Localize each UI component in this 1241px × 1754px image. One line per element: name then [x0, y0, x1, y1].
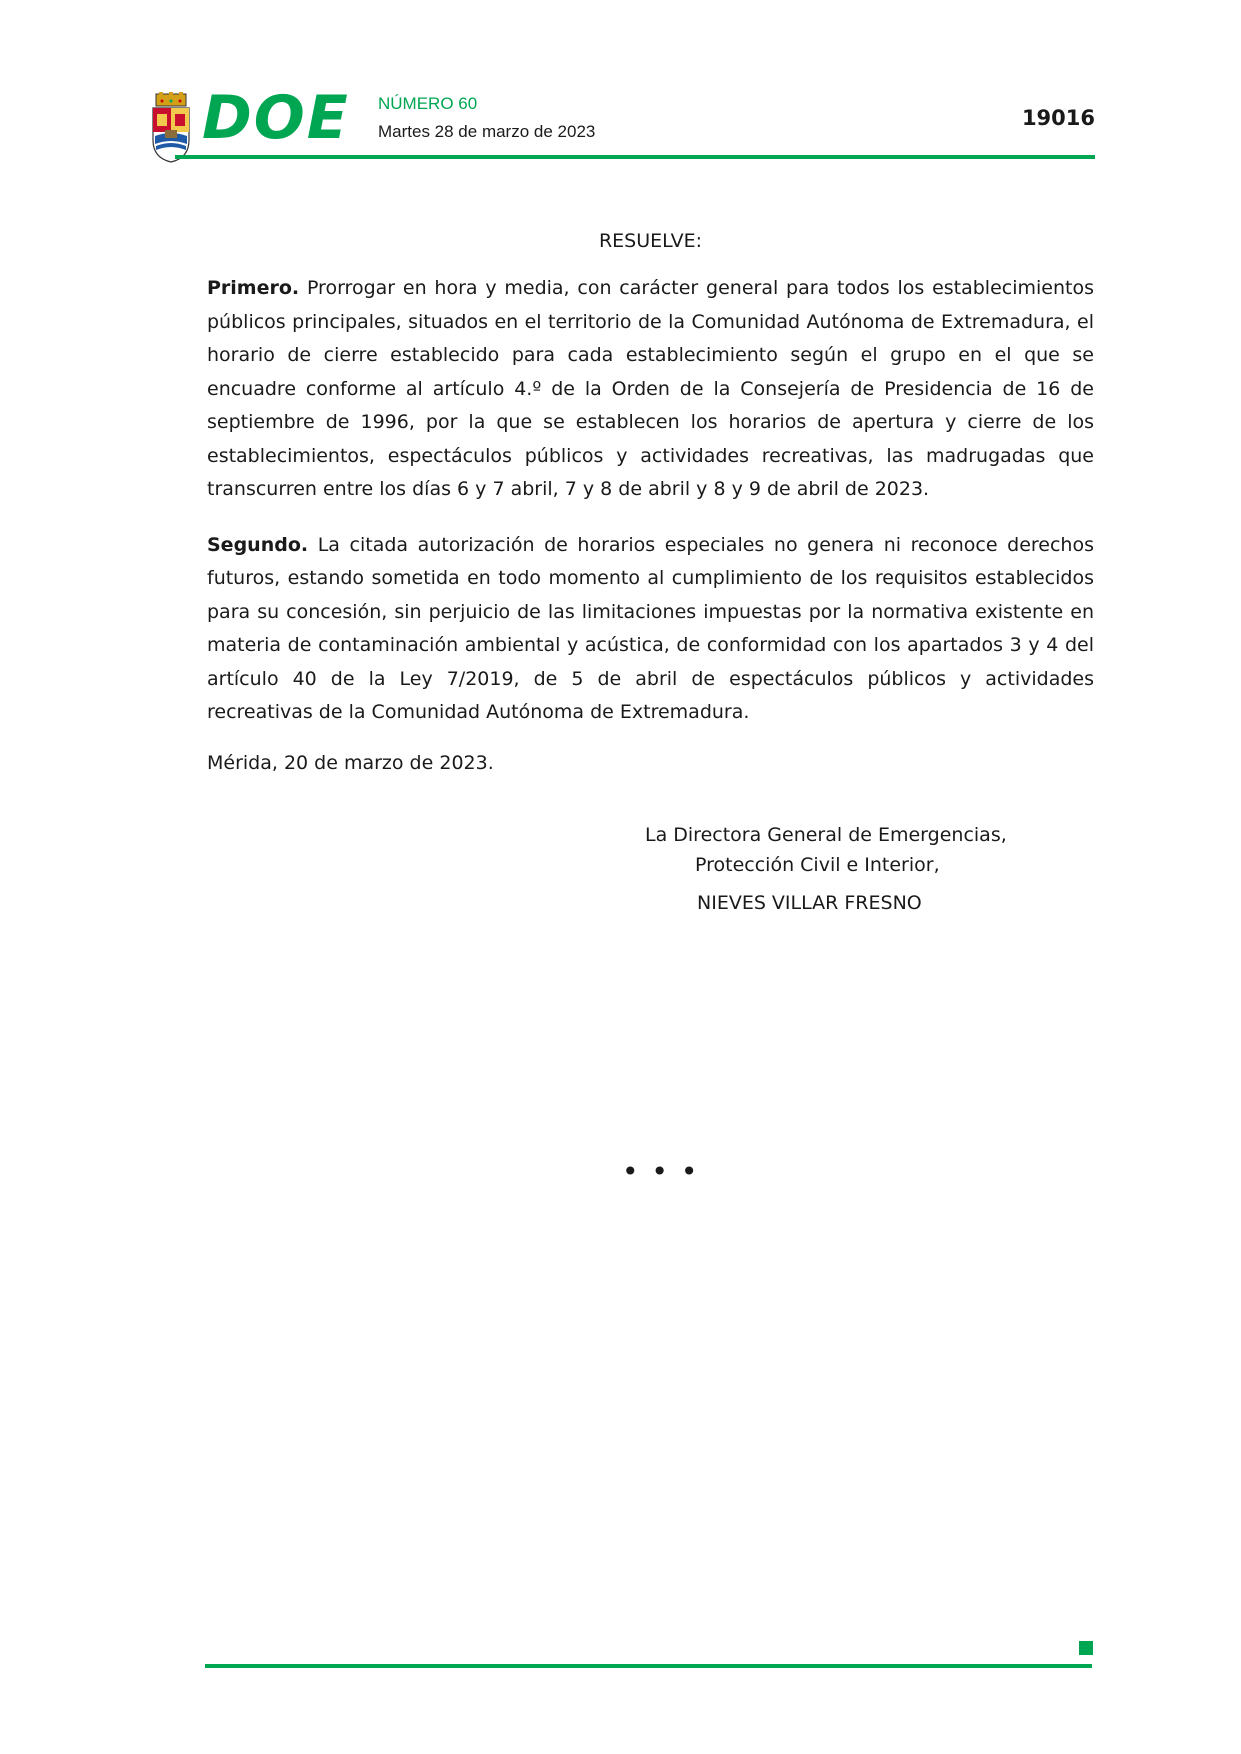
page-header — [150, 83, 1095, 162]
primero-label: Primero. — [207, 277, 300, 299]
primero-text: Prorrogar en hora y media, con carácter general para todos los establecimientos públicos principales, situados en el territorio de la Comunidad Autónoma de Extremadura, el horario de cierre establecido para cada establecimiento según el grupo en el que se encuadre conforme al artículo 4.º de la Orden de la Consejería de Presidencia de 16 de septiembre de 1996, por la que se establecen los horarios de apertura y cierre de los establecimientos, espectáculos públicos y actividades recreativas, las madrugadas que transcurren entre los días 6 y 7 abril, 7 y 8 de abril y 8 y 9 de abril de 2023. — [207, 277, 1094, 500]
issue-number: NÚMERO 60 — [378, 94, 478, 113]
signature-title-line2: Protección Civil e Interior, — [695, 854, 940, 876]
document-body — [207, 230, 1094, 774]
segundo-text: La citada autorización de horarios especiales no genera ni reconoce derechos futuros, estando sometida en todo momento al cumplimiento de los requisitos establecidos para su concesión, sin perjuicio de las limitaciones impuestas por la normativa existente en materia de contaminación ambiental y acústica, de conformidad con los apartados 3 y 4 del artículo 40 de la Ley 7/2019, de 5 de abril de espectáculos públicos y actividades recreativas de la Comunidad Autónoma de Extremadura. — [207, 533, 1094, 723]
paragraph-segundo — [207, 529, 1094, 730]
end-marker: • • • — [622, 1155, 700, 1188]
doe-logo: DOE — [202, 83, 350, 153]
header-divider — [175, 155, 1095, 159]
signature-block — [645, 820, 1045, 914]
page-number: 19016 — [1021, 106, 1095, 130]
signatory-name: NIEVES VILLAR FRESNO — [697, 892, 922, 914]
coat-of-arms-icon — [150, 92, 192, 164]
footer-square-icon — [1079, 1641, 1093, 1655]
place-date: Mérida, 20 de marzo de 2023. — [207, 751, 494, 774]
paragraph-primero — [207, 272, 1094, 507]
footer-divider — [205, 1664, 1092, 1668]
issue-date: Martes 28 de marzo de 2023 — [378, 122, 596, 141]
signature-title-line1: La Directora General de Emergencias, — [645, 824, 1007, 846]
segundo-label: Segundo. — [207, 533, 309, 556]
resolve-heading: RESUELVE: — [598, 230, 703, 252]
